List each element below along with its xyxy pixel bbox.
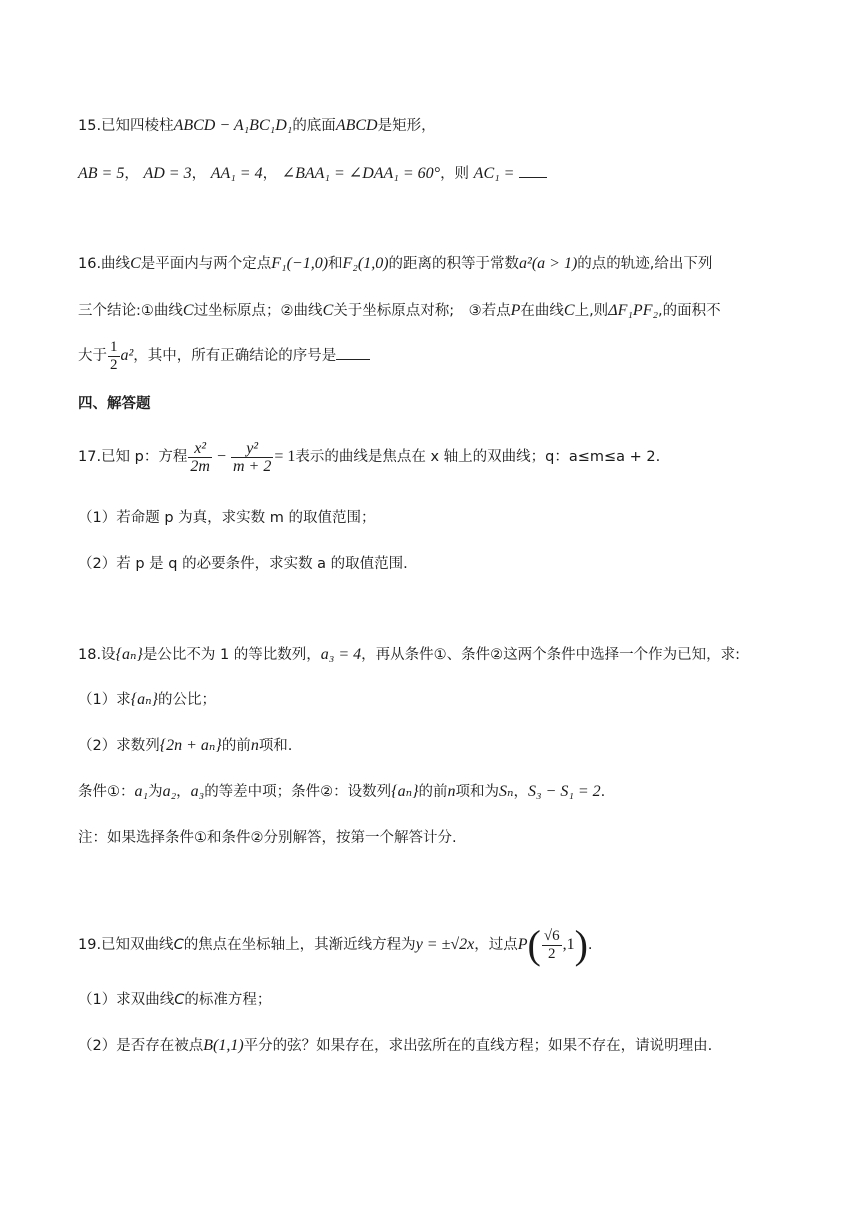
q18-text: 为: [148, 784, 163, 800]
q18-text: 18.设: [78, 647, 116, 663]
point-b: B(1,1): [203, 1037, 244, 1054]
curve-c: C: [322, 302, 334, 319]
q16-line1: [78, 254, 712, 274]
y-fraction: [231, 440, 273, 475]
point-p: P: [510, 302, 521, 319]
section-heading: 四、解答题: [78, 396, 151, 412]
q16-text: 关于坐标原点对称; ③若点: [333, 303, 511, 319]
half-fraction: [108, 339, 120, 374]
q18-note: 注：如果选择条件①和条件②分别解答，按第一个解答计分.: [78, 830, 457, 846]
q16-text: 大于: [78, 348, 107, 364]
q15-text: 15.已知四棱柱: [78, 118, 174, 134]
q19-text: 19.已知双曲线: [78, 937, 174, 953]
q17-line1: 17.已知 p：方程 $\frac{\text{x²}}{2m}$ − $\frac{\text{y²}}{m + 2}$ = 1表示的曲线是焦点在 x 轴上的双曲线；q：a≤m≤a + 2.: [78, 439, 661, 475]
ad-expr: AD = 3: [143, 165, 192, 182]
curve-c: C: [130, 255, 141, 272]
q16-text: 在曲线: [520, 303, 564, 319]
point-p: P: [517, 936, 528, 953]
q16-text: 是平面内与两个定点: [140, 256, 272, 272]
frac-den: 2m: [190, 457, 210, 475]
frac-num: 1: [110, 338, 118, 355]
frac-den: m + 2: [232, 457, 272, 475]
f2-point: F₂(1,0): [342, 255, 389, 272]
q19-text: （2）是否存在被点: [78, 1038, 204, 1054]
q19-part2: [78, 1036, 712, 1056]
q19-text: .: [587, 937, 593, 953]
q18-text: 的前: [221, 738, 251, 754]
q17-text: 表示的曲线是焦点在 x 轴上的双曲线；q：a≤m≤a + 2.: [295, 449, 661, 465]
seq-an: {aₙ}: [391, 783, 419, 800]
s3-s1-expr: S₃ − S₁ = 2: [527, 783, 601, 800]
a3: a₃: [190, 783, 205, 800]
q18-conditions: [78, 782, 605, 802]
q16-text: 的点的轨迹,给出下列: [577, 256, 713, 272]
q18-text: 是公比不为 1 的等比数列，: [142, 647, 321, 663]
q17-part1: （1）若命题 p 为真，求实数 m 的取值范围；: [78, 510, 376, 526]
q19-text: ，过点: [474, 937, 518, 953]
answer-blank: [519, 163, 547, 178]
q18-part2: [78, 736, 292, 756]
angle-expr: ∠BAA₁ = ∠DAA₁ = 60°: [281, 165, 441, 182]
frac-num: x²: [188, 440, 212, 458]
q16-line3: [78, 338, 370, 374]
q18-text: （2）求数列: [78, 738, 160, 754]
q18-text: ，再从条件①、条件②这两个条件中选择一个作为已知，求:: [361, 647, 741, 663]
triangle-expr: ΔF₁PF₂: [608, 302, 659, 319]
q19-text: 的焦点在坐标轴上，其渐近线方程为: [183, 937, 416, 953]
f1-point: F₁(−1,0): [271, 255, 329, 272]
right-paren: ): [574, 922, 588, 967]
q16-text: 的距离的积等于常数: [388, 256, 520, 272]
prism-expr: ABCD − A₁BC₁D₁: [173, 117, 293, 134]
q15-text: ，则: [440, 166, 470, 182]
q17-part2: （2）若 p 是 q 的必要条件，求实数 a 的取值范围.: [78, 556, 408, 572]
q18-text: （1）求: [78, 692, 131, 708]
aa1-expr: AA₁ = 4: [210, 165, 263, 182]
q16-text: ,的面积不: [658, 303, 721, 319]
a-squared: a²: [519, 255, 532, 272]
q19-line1: [78, 922, 593, 968]
var-n: n: [250, 737, 259, 754]
curve-c: C: [182, 302, 194, 319]
seq-an: {aₙ}: [115, 646, 143, 663]
a1: a₁: [134, 783, 149, 800]
q15-line1: [78, 116, 436, 136]
point-y: ,1: [562, 936, 575, 953]
q18-text: ，: [513, 784, 528, 800]
q15-line2: AB = 5， AD = 3， AA₁ = 4， ∠BAA₁ = ∠DAA₁ = 60°，则 AC₁ =: [78, 163, 547, 184]
frac-den: 2: [110, 356, 118, 373]
q16-text: 和: [328, 256, 343, 272]
q15-text: 的底面: [292, 118, 336, 134]
q18-text: ，: [176, 784, 191, 800]
curve-c: C: [174, 992, 185, 1008]
frac-num: y²: [231, 440, 273, 458]
q16-text: 过坐标原点；②曲线: [193, 303, 323, 319]
q17-text: 17.已知 p：方程: [78, 449, 188, 465]
x-fraction: [188, 440, 212, 475]
q16-line2: [78, 301, 721, 321]
sqrt6-fraction: [542, 928, 562, 963]
a-squared: a²: [120, 347, 134, 364]
q19-text: 平分的弦？如果存在，求出弦所在的直线方程；如果不存在，请说明理由.: [243, 1038, 713, 1054]
q16-text: 16.曲线: [78, 256, 131, 272]
q15-text: 是矩形，: [377, 118, 436, 134]
q16-text: 三个结论:①曲线: [78, 303, 183, 319]
sn: Sₙ: [498, 783, 514, 800]
q18-text: 条件①：: [78, 784, 135, 800]
a3-expr: a₃ = 4: [320, 646, 362, 663]
ac1-expr: AC₁ =: [473, 165, 515, 182]
q19-part1: [78, 990, 271, 1010]
q19-text: （1）求双曲线: [78, 992, 175, 1008]
q16-text: ，其中，所有正确结论的序号是: [133, 348, 337, 364]
q16-text: 上,则: [574, 303, 609, 319]
q18-text: 项和为: [455, 784, 499, 800]
a2: a₂: [162, 783, 177, 800]
left-paren: (: [527, 922, 541, 967]
seq-2n-an: {2n + aₙ}: [159, 737, 222, 754]
ab-expr: AB = 5: [78, 165, 125, 182]
curve-c: C: [563, 302, 575, 319]
equals-one: = 1: [274, 448, 296, 465]
frac-num: √6: [543, 927, 560, 944]
q18-text: 项和.: [258, 738, 293, 754]
curve-c: C: [173, 937, 184, 953]
answer-blank: [336, 345, 370, 360]
q18-text: 的前: [418, 784, 448, 800]
a-cond: (a > 1): [531, 255, 578, 272]
q18-text: 的等差中项；条件②：设数列: [204, 784, 392, 800]
q19-text: 的标准方程；: [184, 992, 272, 1008]
q18-text: .: [600, 784, 606, 800]
base-expr: ABCD: [335, 117, 378, 134]
q18-line1: [78, 645, 740, 665]
frac-den: 2: [547, 945, 556, 962]
q18-part1: [78, 690, 216, 710]
seq-an: {aₙ}: [130, 691, 159, 708]
q18-text: 的公比；: [158, 692, 217, 708]
var-n: n: [447, 783, 456, 800]
asymptote-expr: y = ±√2x: [415, 936, 475, 953]
